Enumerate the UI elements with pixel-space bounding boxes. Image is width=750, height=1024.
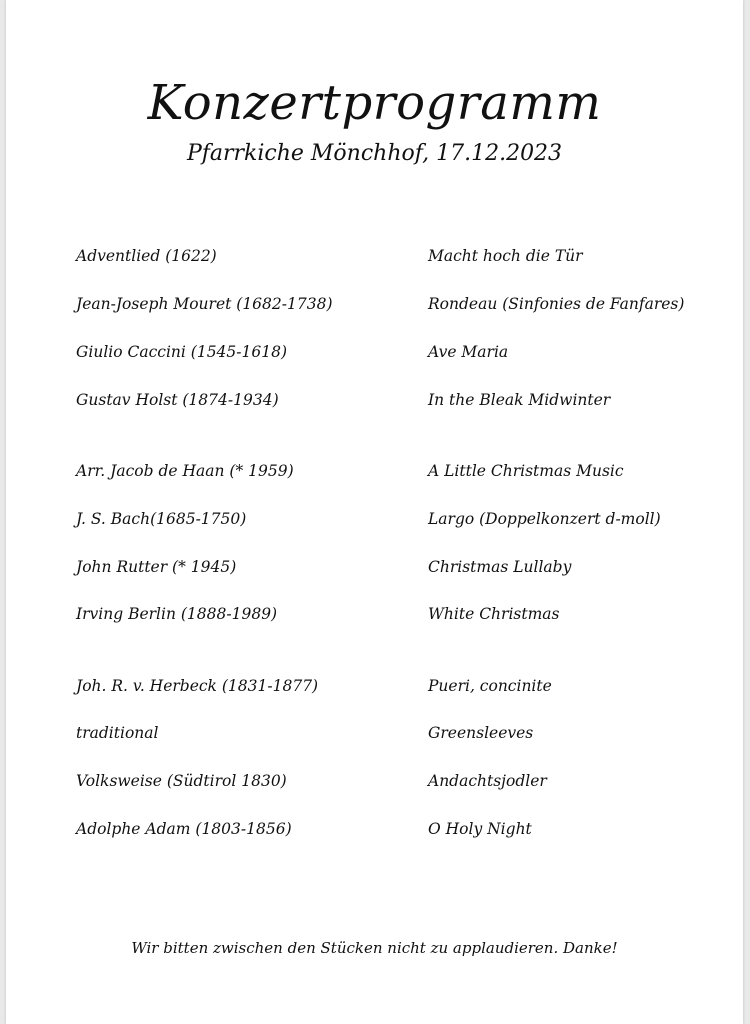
program-composer: Irving Berlin (1888-1989) [76, 605, 278, 623]
program-row [6, 769, 743, 793]
program-composer: Gustav Holst (1874-1934) [76, 391, 279, 409]
footer-note: Wir bitten zwischen den Stücken nicht zu applaudieren. Danke! [131, 939, 618, 957]
program-composer: traditional [76, 724, 159, 742]
program-row [6, 674, 743, 698]
program-piece: O Holy Night [428, 820, 532, 838]
program-row [6, 721, 743, 745]
program-row [6, 340, 743, 364]
program-piece: Greensleeves [428, 724, 534, 742]
program-composer: Jean-Joseph Mouret (1682-1738) [76, 295, 333, 313]
program-piece: A Little Christmas Music [428, 462, 624, 480]
program-row [6, 388, 743, 412]
program-composer: John Rutter (* 1945) [76, 558, 237, 576]
program-composer: Giulio Caccini (1545-1618) [76, 343, 288, 361]
program-piece: Largo (Doppelkonzert d-moll) [428, 510, 661, 528]
page-subtitle: Pfarrkiche Mönchhof, 17.12.2023 [186, 141, 563, 166]
program-composer: J. S. Bach(1685-1750) [76, 510, 247, 528]
program-piece: Macht hoch die Tür [428, 247, 583, 265]
program-piece: Andachtsjodler [428, 772, 547, 790]
program-piece: Christmas Lullaby [428, 558, 572, 576]
program-composer: Adolphe Adam (1803-1856) [76, 820, 292, 838]
program-composer: Arr. Jacob de Haan (* 1959) [76, 462, 294, 480]
program-piece: Ave Maria [428, 343, 509, 361]
program-composer: Volksweise (Südtirol 1830) [76, 772, 287, 790]
program-piece: Rondeau (Sinfonies de Fanfares) [428, 295, 685, 313]
program-row [6, 244, 743, 268]
program-row [6, 459, 743, 483]
program-piece: In the Bleak Midwinter [428, 391, 611, 409]
program-sheet [6, 0, 743, 1024]
page-title: Konzertprogramm [147, 75, 602, 131]
program-composer: Joh. R. v. Herbeck (1831-1877) [76, 677, 319, 695]
program-piece: White Christmas [428, 605, 560, 623]
program-piece: Pueri, concinite [428, 677, 552, 695]
program-row [6, 602, 743, 626]
program-composer: Adventlied (1622) [76, 247, 217, 265]
program-row [6, 507, 743, 531]
program-row [6, 292, 743, 316]
program-row [6, 817, 743, 841]
program-row [6, 555, 743, 579]
